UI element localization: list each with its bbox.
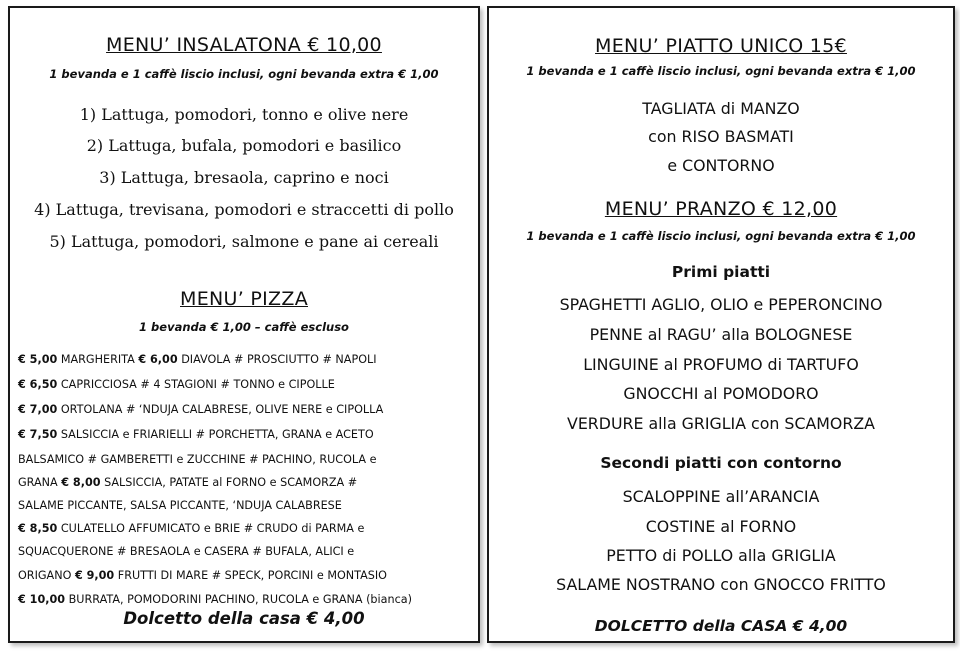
pizza-items: BALSAMICO # GAMBERETTI e ZUCCHINE # PACHINO, RUCOLA e: [18, 453, 377, 466]
salad-item: 1) Lattuga, pomodori, tonno e olive nere: [79, 105, 409, 124]
pizza-line: [18, 403, 474, 416]
salad-item: 3) Lattuga, bresaola, caprino e noci: [99, 168, 389, 187]
salad-item: 4) Lattuga, trevisana, pomodori e straccetti di pollo: [34, 200, 454, 219]
pizza-line: [18, 378, 474, 391]
pizza-line: [18, 353, 474, 366]
pizza-dessert: Dolcetto della casa € 4,00: [123, 609, 365, 628]
insalatona-title: MENU’ INSALATONA € 10,00: [106, 34, 382, 56]
primi-item: GNOCCHI al POMODORO: [623, 384, 819, 403]
pizza-price: € 8,00: [61, 476, 101, 489]
secondi-heading: Secondi piatti con contorno: [600, 454, 842, 472]
salad-item: 5) Lattuga, pomodori, salmone e pane ai cereali: [49, 232, 439, 251]
primi-item: SPAGHETTI AGLIO, OLIO e PEPERONCINO: [559, 295, 883, 314]
insalatona-subtitle: 1 bevanda e 1 caffè liscio inclusi, ogni bevanda extra € 1,00: [49, 67, 439, 81]
pizza-line: [18, 593, 474, 606]
primi-item: LINGUINE al PROFUMO di TARTUFO: [583, 355, 859, 374]
pizza-items: SALSICCIA e FRIARIELLI # PORCHETTA, GRANA e ACETO: [57, 428, 374, 441]
salad-item: 2) Lattuga, bufala, pomodori e basilico: [86, 136, 402, 155]
secondi-item: PETTO di POLLO alla GRIGLIA: [606, 546, 836, 565]
pizza-items: ORIGANO: [18, 569, 75, 582]
piatto-unico-line: con RISO BASMATI: [648, 127, 794, 146]
pizza-subtitle: 1 bevanda € 1,00 – caffè escluso: [139, 320, 349, 334]
secondi-item: SALAME NOSTRANO con GNOCCO FRITTO: [556, 575, 886, 594]
pizza-line: [18, 522, 474, 535]
pizza-items: DIAVOLA # PROSCIUTTO # NAPOLI: [177, 353, 377, 366]
pizza-line: [18, 453, 474, 466]
piatto-unico-line: TAGLIATA di MANZO: [642, 99, 800, 118]
secondi-item: COSTINE al FORNO: [645, 517, 797, 536]
pranzo-title: MENU’ PRANZO € 12,00: [604, 198, 838, 220]
piatto-unico-line: e CONTORNO: [667, 156, 775, 175]
pizza-items: ORTOLANA # ‘NDUJA CALABRESE, OLIVE NERE e CIPOLLA: [57, 403, 384, 416]
pranzo-subtitle: 1 bevanda e 1 caffè liscio inclusi, ogni bevanda extra € 1,00: [526, 229, 916, 243]
pizza-price: € 5,00: [18, 353, 58, 366]
pizza-items: SALSICCIA, PATATE al FORNO e SCAMORZA #: [100, 476, 358, 489]
pizza-items: SQUACQUERONE # BRESAOLA e CASERA # BUFALA, ALICI e: [18, 545, 355, 558]
pizza-price: € 10,00: [18, 593, 66, 606]
pizza-items: MARGHERITA: [57, 353, 139, 366]
pizza-price: € 6,50: [18, 378, 58, 391]
pizza-price: € 7,50: [18, 428, 58, 441]
pizza-line: [18, 499, 474, 512]
pizza-items: CAPRICCIOSA # 4 STAGIONI # TONNO e CIPOLLE: [57, 378, 335, 391]
pizza-items: CULATELLO AFFUMICATO e BRIE # CRUDO di PARMA e: [57, 522, 365, 535]
pizza-price: € 7,00: [18, 403, 58, 416]
secondi-item: SCALOPPINE all’ARANCIA: [622, 487, 820, 506]
piatto-unico-title: MENU’ PIATTO UNICO 15€: [595, 35, 847, 57]
primi-item: VERDURE alla GRIGLIA con SCAMORZA: [567, 414, 875, 433]
piatto-unico-subtitle: 1 bevanda e 1 caffè liscio inclusi, ogni bevanda extra € 1,00: [526, 64, 916, 78]
left-menu-panel: [8, 6, 480, 643]
pizza-items: SALAME PICCANTE, SALSA PICCANTE, ‘NDUJA CALABRESE: [18, 499, 342, 512]
pizza-line: [18, 476, 474, 489]
pizza-items: FRUTTI DI MARE # SPECK, PORCINI e MONTASIO: [114, 569, 387, 582]
primi-heading: Primi piatti: [671, 263, 771, 281]
pizza-price: € 8,50: [18, 522, 58, 535]
pizza-line: [18, 545, 474, 558]
pizza-items: GRANA: [18, 476, 62, 489]
pizza-line: [18, 428, 474, 441]
pizza-title: MENU’ PIZZA: [180, 288, 308, 310]
right-menu-panel: [487, 6, 955, 643]
pizza-price: € 9,00: [74, 569, 115, 582]
pizza-items: BURRATA, POMODORINI PACHINO, RUCOLA e GRANA (bianca): [65, 593, 412, 606]
pizza-line: [18, 569, 474, 582]
pranzo-dessert: DOLCETTO della CASA € 4,00: [594, 617, 848, 635]
pizza-price: € 6,00: [138, 353, 178, 366]
primi-item: PENNE al RAGU’ alla BOLOGNESE: [589, 325, 853, 344]
